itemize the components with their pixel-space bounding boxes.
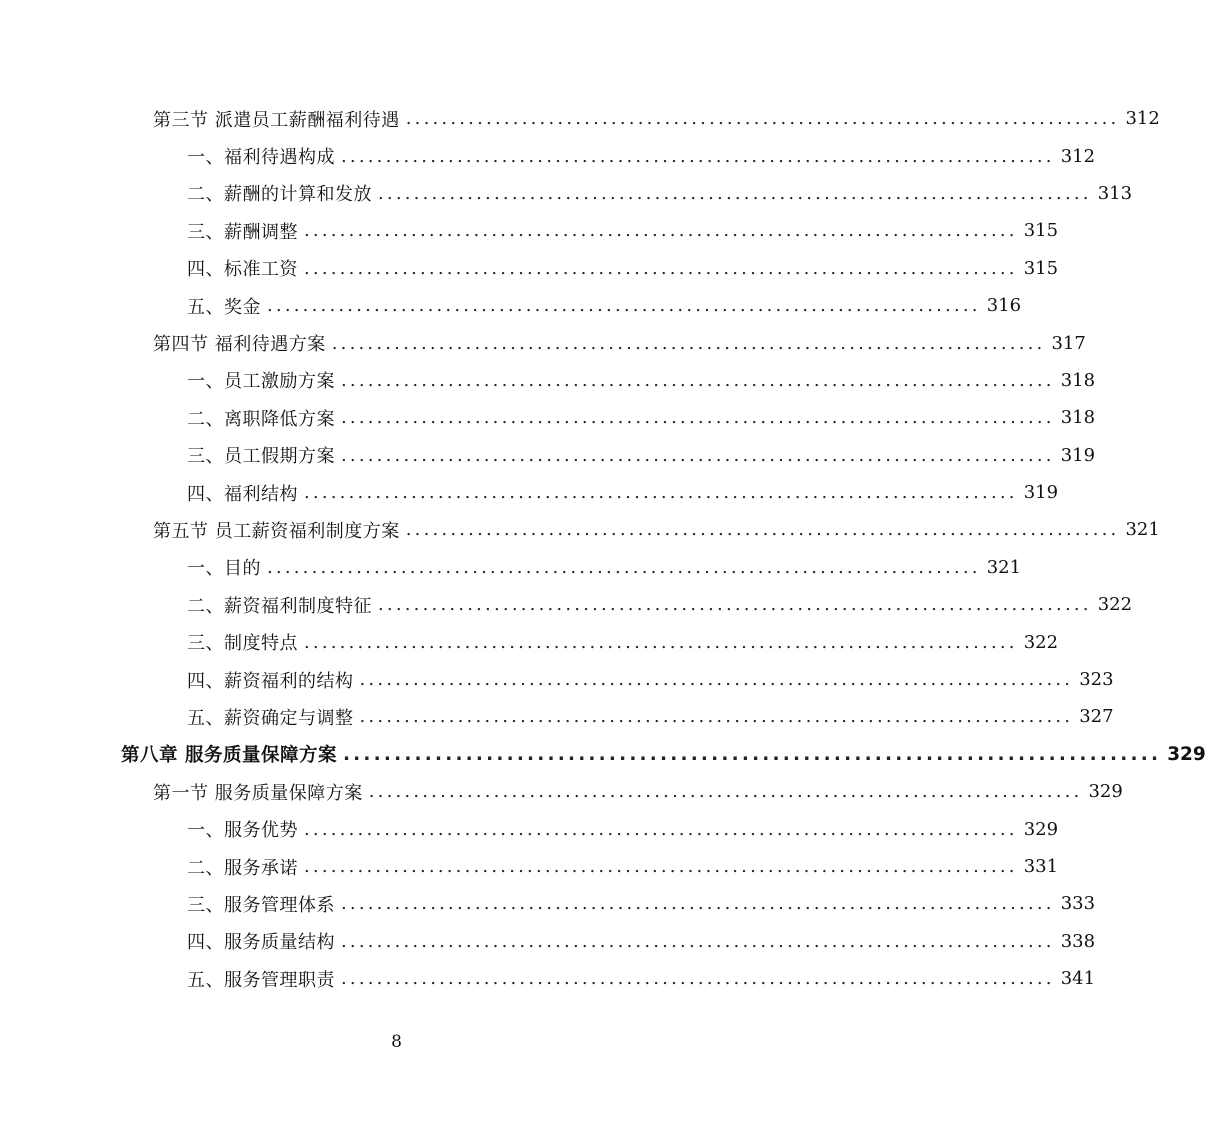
- toc-entry-page: 321: [986, 556, 1022, 578]
- toc-dot-leader: ................................................................................: [341, 444, 1055, 466]
- toc-entry-page: 333: [1060, 893, 1096, 915]
- toc-entry[interactable]: [0, 773, 1123, 810]
- toc-entry[interactable]: [0, 212, 1059, 249]
- toc-entry[interactable]: [0, 324, 1086, 361]
- toc-entry-page: 319: [1060, 444, 1096, 466]
- toc-entry-page: 329: [1167, 743, 1206, 765]
- toc-entry-page: 317: [1051, 332, 1086, 354]
- toc-entry-page: 312: [1125, 108, 1160, 130]
- toc-entry-title: 三、薪酬调整: [187, 221, 298, 243]
- toc-entry[interactable]: [0, 698, 1114, 735]
- toc-dot-leader: ................................................................................: [341, 407, 1055, 429]
- toc-entry-page: 319: [1023, 482, 1059, 504]
- toc-dot-leader: ................................................................................: [304, 220, 1018, 242]
- toc-entry-title: 第一节 服务质量保障方案: [153, 782, 363, 804]
- toc-entry-page: 341: [1060, 968, 1096, 990]
- toc-dot-leader: ................................................................................: [304, 257, 1018, 279]
- toc-entry-title: 第五节 员工薪资福利制度方案: [153, 520, 400, 542]
- toc-entry-page: 327: [1079, 706, 1114, 728]
- toc-dot-leader: ................................................................................: [267, 556, 981, 578]
- toc-dot-leader: ................................................................................: [405, 519, 1120, 541]
- toc-entry-title: 五、奖金: [187, 296, 261, 318]
- toc-entry[interactable]: [0, 437, 1096, 474]
- toc-entry[interactable]: [0, 661, 1114, 698]
- toc-dot-leader: ................................................................................: [359, 706, 1074, 728]
- toc-dot-leader: ................................................................................: [405, 108, 1120, 130]
- toc-entry-page: 318: [1060, 369, 1096, 391]
- toc-entry[interactable]: [0, 287, 1022, 324]
- toc-entry-title: 二、服务承诺: [187, 857, 298, 879]
- toc-entry[interactable]: [0, 885, 1096, 922]
- toc-entry-title: 二、薪酬的计算和发放: [187, 184, 372, 206]
- toc-entry-title: 一、目的: [187, 558, 261, 580]
- toc-entry[interactable]: [0, 250, 1059, 287]
- toc-entry-page: 329: [1088, 781, 1123, 803]
- toc-entry-page: 318: [1060, 407, 1096, 429]
- toc-entry-title: 三、制度特点: [187, 633, 298, 655]
- toc-entry-title: 三、员工假期方案: [187, 446, 335, 468]
- toc-entry-page: 312: [1060, 145, 1096, 167]
- toc-dot-leader: ................................................................................: [304, 856, 1018, 877]
- table-of-contents: [0, 100, 1206, 997]
- toc-entry-title: 一、员工激励方案: [187, 371, 335, 393]
- toc-entry[interactable]: [0, 623, 1059, 660]
- toc-entry-page: 322: [1097, 594, 1133, 616]
- toc-entry[interactable]: [0, 362, 1096, 399]
- toc-dot-leader: ................................................................................: [304, 818, 1018, 840]
- toc-entry-page: 316: [986, 295, 1022, 317]
- toc-dot-leader: ................................................................................: [341, 145, 1055, 167]
- toc-entry-page: 329: [1023, 818, 1059, 840]
- toc-entry[interactable]: [0, 923, 1096, 960]
- toc-entry[interactable]: [0, 549, 1022, 586]
- toc-dot-leader: ................................................................................: [378, 182, 1092, 204]
- toc-entry-page: 315: [1023, 257, 1059, 279]
- toc-entry[interactable]: [0, 848, 1059, 885]
- toc-dot-leader: ................................................................................: [341, 968, 1055, 990]
- toc-entry[interactable]: [0, 474, 1059, 511]
- toc-entry-title: 四、薪资福利的结构: [187, 670, 354, 692]
- toc-dot-leader: ................................................................................: [378, 594, 1092, 616]
- toc-entry-page: 315: [1023, 220, 1059, 242]
- page-number: 8: [391, 1032, 402, 1052]
- toc-entry-title: 三、服务管理体系: [187, 894, 335, 916]
- toc-entry[interactable]: [0, 137, 1096, 174]
- toc-entry[interactable]: [0, 586, 1133, 623]
- toc-dot-leader: ................................................................................: [359, 669, 1074, 691]
- toc-entry-title: 第三节 派遣员工薪酬福利待遇: [153, 109, 400, 131]
- toc-chapter-entry[interactable]: [0, 736, 1206, 773]
- toc-entry-title: 五、薪资确定与调整: [187, 707, 354, 729]
- toc-entry-title: 四、标准工资: [187, 259, 298, 281]
- toc-entry-page: 323: [1079, 669, 1114, 691]
- toc-entry-page: 321: [1125, 519, 1160, 541]
- toc-entry[interactable]: [0, 399, 1096, 436]
- toc-entry-page: 331: [1023, 856, 1059, 877]
- toc-entry-title: 一、福利待遇构成: [187, 147, 335, 169]
- toc-dot-leader: ................................................................................: [368, 781, 1083, 803]
- toc-entry-page: 322: [1023, 631, 1059, 653]
- toc-entry-title: 二、薪资福利制度特征: [187, 595, 372, 617]
- toc-entry-title: 二、离职降低方案: [187, 408, 335, 430]
- toc-entry[interactable]: [0, 960, 1096, 997]
- toc-entry-title: 四、福利结构: [187, 483, 298, 505]
- toc-dot-leader: ................................................................................: [341, 893, 1055, 915]
- toc-entry-title: 四、服务质量结构: [187, 932, 335, 954]
- toc-entry[interactable]: [0, 511, 1160, 548]
- toc-entry-page: 313: [1097, 182, 1133, 204]
- toc-dot-leader: ................................................................................: [342, 743, 1162, 765]
- toc-entry[interactable]: [0, 175, 1133, 212]
- toc-entry-page: 338: [1060, 930, 1096, 952]
- toc-dot-leader: ................................................................................: [341, 930, 1055, 952]
- toc-dot-leader: ................................................................................: [331, 332, 1046, 354]
- toc-entry[interactable]: [0, 100, 1160, 137]
- toc-dot-leader: ................................................................................: [267, 295, 981, 317]
- toc-dot-leader: ................................................................................: [304, 631, 1018, 653]
- toc-dot-leader: ................................................................................: [341, 369, 1055, 391]
- toc-entry-title: 第四节 福利待遇方案: [153, 334, 326, 356]
- toc-entry-title: 五、服务管理职责: [187, 969, 335, 991]
- toc-dot-leader: ................................................................................: [304, 482, 1018, 504]
- toc-entry-title: 一、服务优势: [187, 820, 298, 842]
- toc-entry[interactable]: [0, 810, 1059, 847]
- toc-entry-title: 第八章 服务质量保障方案: [121, 745, 337, 767]
